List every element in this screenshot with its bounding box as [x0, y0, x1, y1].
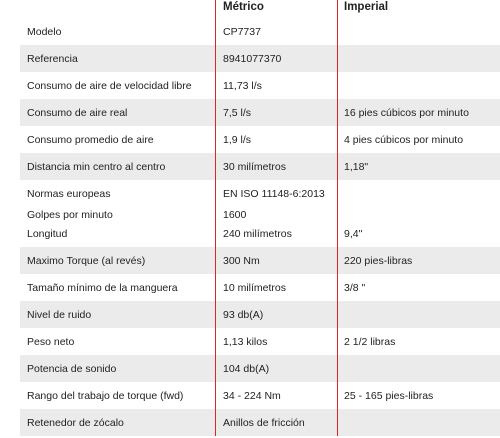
row-label: Consumo de aire de velocidad libre — [27, 79, 192, 92]
row-label: Peso neto — [27, 335, 75, 348]
table-row — [20, 180, 500, 207]
row-imperial — [337, 355, 500, 382]
row-label: Referencia — [27, 52, 78, 65]
table-row — [20, 328, 500, 355]
row-metric: 34 - 224 Nm — [215, 382, 337, 409]
table-row — [20, 301, 500, 328]
row-imperial — [337, 207, 500, 221]
table-row — [20, 247, 500, 274]
row-metric: 8941077370 — [215, 45, 337, 72]
header-metric: Métrico — [215, 0, 337, 18]
table-row — [20, 355, 500, 382]
row-imperial: 220 pies-libras — [337, 247, 500, 274]
header-label — [20, 0, 215, 18]
table-row — [20, 274, 500, 301]
row-imperial: 4 pies cúbicos por minuto — [337, 126, 500, 153]
row-label: Distancia min centro al centro — [27, 160, 166, 173]
row-label: Normas europeas — [27, 187, 111, 200]
row-label: Retenedor de zócalo — [27, 416, 124, 429]
row-metric: 300 Nm — [215, 247, 337, 274]
row-label: Maximo Torque (al revés) — [27, 254, 146, 267]
row-label: Longitud — [27, 228, 68, 240]
row-metric: 10 milímetros — [215, 274, 337, 301]
table-row — [20, 382, 500, 409]
row-label: Golpes por minuto — [27, 209, 113, 221]
row-metric: CP7737 — [215, 18, 337, 45]
row-imperial — [337, 18, 500, 45]
row-imperial: 25 - 165 pies-libras — [337, 382, 500, 409]
row-metric: EN ISO 11148-6:2013 — [215, 180, 337, 207]
table-row — [20, 18, 500, 45]
row-label: Consumo de aire real — [27, 106, 128, 119]
row-metric: 1,13 kilos — [215, 328, 337, 355]
row-imperial: 1,18" — [337, 153, 500, 180]
table-row — [20, 72, 500, 99]
row-imperial — [337, 301, 500, 328]
row-imperial: 9,4" — [337, 221, 500, 247]
row-imperial — [337, 72, 500, 99]
row-imperial — [337, 45, 500, 72]
row-imperial: 2 1/2 libras — [337, 328, 500, 355]
row-imperial: 16 pies cúbicos por minuto — [337, 99, 500, 126]
row-metric: 104 db(A) — [215, 355, 337, 382]
table-row — [20, 153, 500, 180]
table-row — [20, 45, 500, 72]
table-row — [20, 126, 500, 153]
row-label: Modelo — [27, 25, 62, 38]
row-metric: 1600 — [215, 207, 337, 221]
row-label: Potencia de sonido — [27, 362, 117, 375]
row-imperial — [337, 409, 500, 436]
table-row — [20, 221, 500, 247]
table-row — [20, 99, 500, 126]
row-metric: 240 milímetros — [215, 221, 337, 247]
table-header — [20, 0, 500, 18]
row-label: Rango del trabajo de torque (fwd) — [27, 389, 184, 402]
header-imperial: Imperial — [337, 0, 500, 18]
row-metric: 30 milímetros — [215, 153, 337, 180]
row-metric: 1,9 l/s — [215, 126, 337, 153]
row-label: Nivel de ruido — [27, 308, 92, 321]
table-row — [20, 409, 500, 436]
row-metric: Anillos de fricción — [215, 409, 337, 436]
row-metric: 11,73 l/s — [215, 72, 337, 99]
row-imperial: 3/8 " — [337, 274, 500, 301]
row-metric: 7,5 l/s — [215, 99, 337, 126]
row-label: Tamaño mínimo de la manguera — [27, 281, 178, 294]
row-label: Consumo promedio de aire — [27, 133, 154, 146]
row-imperial — [337, 180, 500, 207]
row-metric: 93 db(A) — [215, 301, 337, 328]
spec-table — [20, 0, 500, 438]
table-row — [20, 207, 500, 221]
